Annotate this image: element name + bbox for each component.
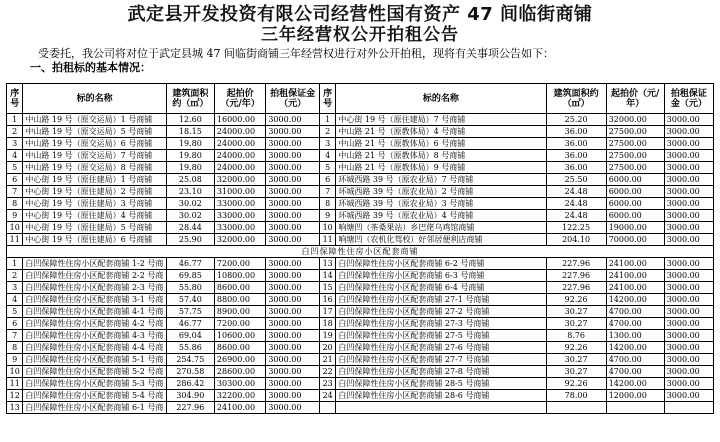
cell-price: 33000.00 [214,222,265,234]
cell-area: 30.02 [166,210,214,222]
cell-seq: 22 [319,366,335,378]
section-row [7,246,714,258]
cell-area: 227.96 [546,258,606,270]
cell-deposit: 3000.00 [266,222,320,234]
cell-deposit: 3000.00 [664,210,713,222]
listing-table [6,83,714,414]
cell-price: 32000.00 [214,174,265,186]
table-row [7,138,714,150]
cell-seq: 15 [319,282,335,294]
cell-price: 4700.00 [606,354,664,366]
cell-deposit: 3000.00 [266,258,320,270]
cell-area: 55.86 [166,342,214,354]
cell-name: 环城西路 39 号（原农业局）2 号商铺 [336,186,546,198]
cell-area: 30.27 [546,354,606,366]
cell-price: 6000.00 [606,174,664,186]
cell-seq: 3 [7,138,23,150]
cell-area: 69.04 [166,330,214,342]
cell-deposit: 3000.00 [266,126,320,138]
title-line-1: 武定县开发投资有限公司经营性国有资产 47 间临街商铺 [127,4,593,25]
cell-area: 55.80 [166,282,214,294]
cell-name: 中山路 19 号（原交运局）8 号商铺 [23,162,166,174]
cell-seq: 6 [7,318,23,330]
header-deposit: 拍租保证金（元） [664,84,713,114]
table-row [7,342,714,354]
cell-price: 8800.00 [214,294,265,306]
cell-area: 24.48 [546,210,606,222]
header-seq: 序号 [319,84,335,114]
cell-name: 白凹保障性住房小区配套商铺 27-8 号商铺 [336,366,546,378]
cell-seq: 9 [7,354,23,366]
cell-name: 白凹保障性住房小区配套商铺 4-4 号商 [23,342,166,354]
cell-name: 白凹保障性住房小区配套商铺 5-3 号商 [23,378,166,390]
cell-name: 环城西路 39 号（原农业局）7 号商铺 [336,174,546,186]
cell-price: 8600.00 [214,282,265,294]
cell-seq: 1 [319,114,335,126]
cell-area: 19.80 [166,162,214,174]
cell-area: 92.26 [546,342,606,354]
cell-seq: 10 [7,366,23,378]
cell-area: 36.00 [546,162,606,174]
cell-deposit: 3000.00 [266,114,320,126]
cell-deposit: 3000.00 [664,234,713,246]
cell-deposit: 3000.00 [664,258,713,270]
table-row [7,330,714,342]
cell-deposit: 3000.00 [266,342,320,354]
table-row [7,378,714,390]
cell-deposit: 3000.00 [664,366,713,378]
cell-seq: 7 [7,186,23,198]
table-row [7,354,714,366]
cell-name: 白凹保障性住房小区配套商铺 5-4 号商 [23,390,166,402]
cell-name: 白凹保障性住房小区配套商铺 27-2 号商铺 [336,306,546,318]
cell-name: 中心街 19 号（原住建局）6 号商铺 [23,234,166,246]
cell-seq: 20 [319,342,335,354]
cell-seq: 4 [7,294,23,306]
cell-price: 27500.00 [606,138,664,150]
cell-name: 环城西路 39 号（原农业局）4 号商铺 [336,210,546,222]
cell-area: 24.48 [546,198,606,210]
table-row [7,222,714,234]
cell-deposit: 3000.00 [664,150,713,162]
header-name: 标的名称 [23,84,166,114]
cell-price: 4700.00 [606,318,664,330]
cell-area: 25.08 [166,174,214,186]
cell-price: 1300.00 [606,330,664,342]
cell-price: 4700.00 [606,306,664,318]
cell-price: 24100.00 [606,258,664,270]
cell-deposit: 3000.00 [266,318,320,330]
cell-price: 6000.00 [606,186,664,198]
cell-name: 中山路 19 号（原交运局）1 号商铺 [23,114,166,126]
cell-name: 白凹保障性住房小区配套商铺 2-3 号商 [23,282,166,294]
cell-deposit: 3000.00 [664,282,713,294]
cell-deposit: 3000.00 [664,270,713,282]
cell-seq: 8 [7,198,23,210]
cell-price: 24000.00 [214,138,265,150]
table-row [7,198,714,210]
cell-area: 46.77 [166,318,214,330]
cell-name: 中山路 21 号（原教体局）4 号商铺 [336,126,546,138]
cell-price: 32000.00 [214,234,265,246]
cell-deposit: 3000.00 [266,330,320,342]
cell-seq: 9 [319,210,335,222]
cell-area: 304.90 [166,390,214,402]
cell-name: 白凹保障性住房小区配套商铺 4-2 号商 [23,318,166,330]
table-row [7,114,714,126]
cell-price: 19000.00 [606,222,664,234]
header-area: 建筑面积约（㎡） [166,84,214,114]
cell-price: 14200.00 [606,378,664,390]
cell-seq: 11 [319,234,335,246]
cell-price: 7200.00 [214,258,265,270]
cell-name: 白凹保障性住房小区配套商铺 5-1 号商 [23,354,166,366]
cell-price: 28600.00 [214,366,265,378]
cell-area: 92.26 [546,378,606,390]
cell-deposit: 3000.00 [266,162,320,174]
table-row [7,270,714,282]
cell-deposit: 3000.00 [266,366,320,378]
cell-price: 24000.00 [214,150,265,162]
cell-area: 30.02 [166,198,214,210]
cell-area: 19.80 [166,150,214,162]
cell-price: 4700.00 [606,366,664,378]
cell-name: 白凹保障性住房小区配套商铺 6-1 号商 [23,402,166,414]
cell-deposit: 3000.00 [664,342,713,354]
table-row [7,258,714,270]
cell-deposit: 3000.00 [266,210,320,222]
cell-deposit: 3000.00 [266,282,320,294]
cell-seq: 5 [319,162,335,174]
cell-price: 27500.00 [606,162,664,174]
cell-area: 46.77 [166,258,214,270]
cell-area: 227.96 [546,270,606,282]
cell-name: 中心街 19 号（原住建局）5 号商铺 [23,222,166,234]
cell-seq: 18 [319,318,335,330]
table-header-row [7,84,714,114]
table-row [7,366,714,378]
cell-area: 23.10 [166,186,214,198]
cell-name: 白凹保障性住房小区配套商铺 1-2 号商 [23,258,166,270]
cell-name: 中山路 19 号（原交运局）7 号商铺 [23,150,166,162]
cell-seq: 4 [7,150,23,162]
cell-price: 27500.00 [606,150,664,162]
cell-deposit: 3000.00 [664,186,713,198]
cell-area: 24.48 [546,186,606,198]
cell-name: 中心街 19 号（原住建局）3 号商铺 [23,198,166,210]
header-name: 标的名称 [336,84,546,114]
cell-price: 24100.00 [606,282,664,294]
cell-deposit: 3000.00 [266,390,320,402]
cell-name: 响塘凹（茶桑果站）乡巴佬乌鸡馆商铺 [336,222,546,234]
header-price: 起拍价（元/年） [214,84,265,114]
cell-area: 8.76 [546,330,606,342]
cell-name: 响塘凹（农机化驾校）好邻居便利店商铺 [336,234,546,246]
cell-deposit: 3000.00 [266,402,320,414]
cell-area: 30.27 [546,306,606,318]
cell-seq: 11 [7,234,23,246]
cell-price: 27500.00 [606,126,664,138]
cell-price: 10800.00 [214,270,265,282]
cell-name: 白凹保障性住房小区配套商铺 27-3 号商铺 [336,318,546,330]
cell-seq: 2 [7,126,23,138]
cell-deposit: 3000.00 [266,294,320,306]
cell-name: 环城西路 39 号（原农业局）3 号商铺 [336,198,546,210]
cell-name: 白凹保障性住房小区配套商铺 4-1 号商 [23,306,166,318]
cell-deposit: 3000.00 [664,390,713,402]
header-seq: 序号 [7,84,23,114]
cell-seq: 14 [319,270,335,282]
cell-deposit: 3000.00 [266,354,320,366]
cell-price: 31000.00 [214,186,265,198]
cell-price: 12000.00 [606,390,664,402]
cell-name: 中山路 21 号（原教体局）9 号商铺 [336,162,546,174]
cell-deposit: 3000.00 [664,294,713,306]
title-line-2: 三年经营权公开拍租公告 [261,25,459,45]
cell-deposit: 3000.00 [266,138,320,150]
cell-price: 30300.00 [214,378,265,390]
cell-seq: 21 [319,354,335,366]
cell-area: 254.75 [166,354,214,366]
cell-deposit: 3000.00 [266,198,320,210]
cell-price: 33000.00 [214,210,265,222]
cell-seq: 13 [7,402,23,414]
cell-area: 28.44 [166,222,214,234]
section-heading: 一、拍租标的基本情况： [30,61,151,74]
cell-deposit: 3000.00 [266,150,320,162]
table-row [7,306,714,318]
table-row [7,402,714,414]
table-row [7,294,714,306]
cell-seq: 5 [7,306,23,318]
cell-area: 25.50 [546,174,606,186]
cell-area: 25.90 [166,234,214,246]
header-area: 建筑面积约（㎡） [546,84,606,114]
cell-name: 中心街 19 号（原住建局）4 号商铺 [23,210,166,222]
cell-seq: 2 [7,270,23,282]
cell-deposit: 3000.00 [664,114,713,126]
table-row [7,150,714,162]
cell-area: 19.80 [166,138,214,150]
cell-price: 33000.00 [214,198,265,210]
header-price: 起拍价（元/年） [606,84,664,114]
cell-price: 10600.00 [214,330,265,342]
cell-seq: 16 [319,294,335,306]
cell-deposit: 3000.00 [266,378,320,390]
cell-price: 6000.00 [606,198,664,210]
cell-seq: 19 [319,330,335,342]
cell-area: 204.10 [546,234,606,246]
cell-area: 57.40 [166,294,214,306]
cell-price: 8600.00 [214,342,265,354]
table-row [7,162,714,174]
cell-area: 57.75 [166,306,214,318]
cell-area: 78.00 [546,390,606,402]
cell-seq: 9 [7,210,23,222]
cell-area: 30.27 [546,318,606,330]
cell-price: 6000.00 [606,210,664,222]
cell-seq: 13 [319,258,335,270]
cell-area: 12.60 [166,114,214,126]
cell-name: 中心街 19 号（原住建局）2 号商铺 [23,186,166,198]
header-deposit: 拍租保证金（元） [266,84,320,114]
cell-price: 7200.00 [214,318,265,330]
table-row [7,186,714,198]
cell-deposit: 3000.00 [664,354,713,366]
cell-area: 18.15 [166,126,214,138]
cell-name: 白凹保障性住房小区配套商铺 27-7 号商铺 [336,354,546,366]
cell-price: 26900.00 [214,354,265,366]
cell-name: 白凹保障性住房小区配套商铺 2-2 号商 [23,270,166,282]
cell-seq: 1 [7,258,23,270]
cell-seq: 11 [7,378,23,390]
cell-price: 32000.00 [606,114,664,126]
intro-text: 受委托，我公司将对位于武定县城 47 间临街商铺三年经营权进行对外公开拍租，现将有关事项公告如下： [38,47,554,60]
cell-price: 24100.00 [214,402,265,414]
cell-name: 白凹保障性住房小区配套商铺 6-4 号商铺 [336,282,546,294]
table-row [7,210,714,222]
cell-deposit: 3000.00 [664,138,713,150]
cell-deposit: 3000.00 [664,174,713,186]
cell-deposit: 3000.00 [664,330,713,342]
cell-name: 白凹保障性住房小区配套商铺 28-5 号商铺 [336,378,546,390]
table-row [7,318,714,330]
cell-name: 白凹保障性住房小区配套商铺 5-2 号商 [23,366,166,378]
cell-deposit: 3000.00 [664,198,713,210]
cell-deposit: 3000.00 [664,162,713,174]
table-row [7,126,714,138]
cell-deposit [664,402,713,414]
cell-area: 25.20 [546,114,606,126]
cell-name: 中心街 19 号（原住建局）1 号商铺 [23,174,166,186]
cell-area: 92.26 [546,294,606,306]
cell-seq: 4 [319,150,335,162]
cell-name [336,402,546,414]
cell-area: 122.25 [546,222,606,234]
cell-name: 白凹保障性住房小区配套商铺 6-2 号商铺 [336,258,546,270]
cell-price: 70000.00 [606,234,664,246]
cell-deposit: 3000.00 [266,306,320,318]
cell-name: 白凹保障性住房小区配套商铺 6-3 号商铺 [336,270,546,282]
cell-area: 270.58 [166,366,214,378]
cell-deposit: 3000.00 [266,234,320,246]
cell-price: 24000.00 [214,126,265,138]
cell-name: 白凹保障性住房小区配套商铺 4-3 号商 [23,330,166,342]
cell-seq: 1 [7,114,23,126]
cell-deposit: 3000.00 [664,318,713,330]
cell-seq [319,402,335,414]
table-row [7,174,714,186]
cell-price: 16000.00 [214,114,265,126]
cell-seq: 24 [319,390,335,402]
cell-seq: 17 [319,306,335,318]
cell-area: 227.96 [546,282,606,294]
cell-price: 24100.00 [606,270,664,282]
cell-seq: 8 [7,342,23,354]
cell-name: 白凹保障性住房小区配套商铺 27-1 号商铺 [336,294,546,306]
cell-seq: 7 [319,186,335,198]
cell-seq: 12 [7,390,23,402]
cell-seq: 6 [319,174,335,186]
cell-seq: 3 [319,138,335,150]
cell-seq: 5 [7,162,23,174]
cell-name: 中山路 21 号（原教体局）6 号商铺 [336,138,546,150]
cell-name: 中山路 19 号（原交运局）6 号商铺 [23,138,166,150]
cell-area: 36.00 [546,150,606,162]
cell-area: 36.00 [546,126,606,138]
cell-deposit: 3000.00 [266,270,320,282]
cell-deposit: 3000.00 [266,174,320,186]
table-row [7,282,714,294]
section-row-label: 白凹保障性住房小区配套商铺 [7,246,714,258]
cell-seq: 10 [319,222,335,234]
cell-seq: 3 [7,282,23,294]
cell-name: 白凹保障性住房小区配套商铺 27-5 号商铺 [336,330,546,342]
cell-seq: 7 [7,330,23,342]
cell-area: 36.00 [546,138,606,150]
cell-deposit: 3000.00 [266,186,320,198]
cell-area: 30.27 [546,366,606,378]
cell-area: 286.42 [166,378,214,390]
table-row [7,390,714,402]
cell-seq: 23 [319,378,335,390]
cell-area: 69.85 [166,270,214,282]
cell-deposit: 3000.00 [664,306,713,318]
cell-seq: 2 [319,126,335,138]
cell-name: 白凹保障性住房小区配套商铺 28-6 号商铺 [336,390,546,402]
cell-price [606,402,664,414]
cell-deposit: 3000.00 [664,126,713,138]
cell-deposit: 3000.00 [664,222,713,234]
cell-seq: 8 [319,198,335,210]
cell-name: 中山路 19 号（原交运局）5 号商铺 [23,126,166,138]
cell-price: 14200.00 [606,294,664,306]
cell-seq: 10 [7,222,23,234]
cell-price: 14200.00 [606,342,664,354]
cell-name: 白凹保障性住房小区配套商铺 27-6 号商铺 [336,342,546,354]
cell-seq: 6 [7,174,23,186]
cell-price: 32200.00 [214,390,265,402]
cell-price: 8900.00 [214,306,265,318]
cell-name: 中山路 21 号（原教体局）8 号商铺 [336,150,546,162]
table-row [7,234,714,246]
cell-area: 227.96 [166,402,214,414]
cell-deposit: 3000.00 [664,378,713,390]
cell-price: 24000.00 [214,162,265,174]
cell-name: 白凹保障性住房小区配套商铺 3-1 号商 [23,294,166,306]
cell-name: 中心街 19 号（原住建局）7 号商铺 [336,114,546,126]
cell-area [546,402,606,414]
